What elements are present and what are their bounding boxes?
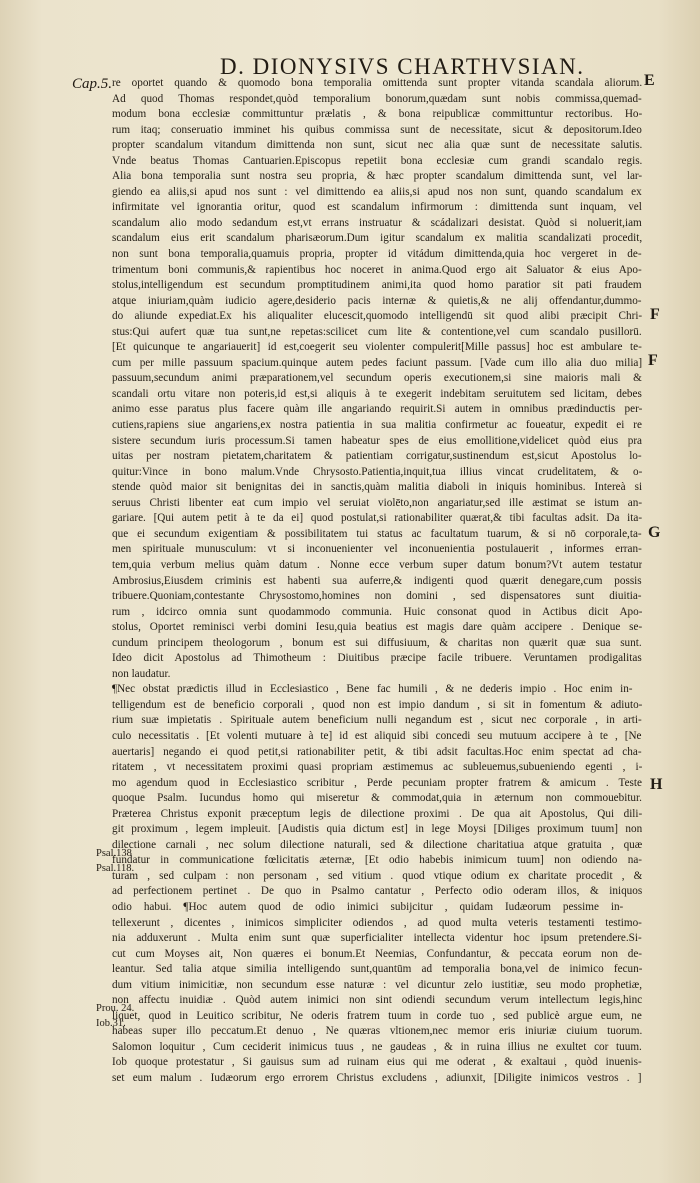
text-line: set eum malum . Iudæorum ergo errorem Christus excludens , adiunxit, [Diligite inimicos vestros . ]: [112, 1072, 642, 1084]
text-line: sistere secundum iuris processum.Si tamen habeatur spes de eius emollitione,videlicet quòd eius pra: [112, 434, 642, 447]
text-line: turam , sed culpam : non personam , sed vitium . quod vtique odium ex charitate procedit , &: [112, 869, 642, 882]
text-line: trimentum boni communis,& rapientibus hoc noceret in anima.Quod ergo ait Saluator & eius Apo-: [112, 263, 642, 276]
text-line: Alia bona temporalia sunt nostra seu propria, & hæc propter scandalum dimittenda sunt, vel lar-: [112, 170, 642, 183]
text-line: mo agendum quod in Ecclesiastico scribitur , Perde pecuniam propter fratrem & amicum . Teste: [112, 776, 642, 789]
text-line: dum vitium inimicitiæ, non secundum esse naturæ : vel dicuntur zelo iustitiæ, seu modo prophetiæ,: [112, 978, 642, 991]
text-line: quoque Psalm. Iucundus homo qui miseretur & commodat,quia in æternum non commouebitur.: [112, 792, 642, 805]
text-line: cutiens,rapiens siue angariens,ex nostra patientia in sua malitia confirmetur ac foueatur, expedit ei re: [112, 419, 642, 432]
margin-letter-h: H: [650, 776, 663, 793]
text-line: stolus,intelligendum est secundum promptitudinem animi,ita quod homo paratior sit pati fraudem: [112, 279, 642, 292]
text-line: dilectione carnali , nec solum dilectione naturali, sed & dilectione charitatiua atque gratuita , quæ: [112, 838, 642, 851]
text-line: non laudatur.: [112, 667, 171, 680]
text-line: scandalum alio modo sedandum est,vt errans instruatur & scádalizari desistat. Quòd si noluerit,iam: [112, 216, 642, 229]
text-line: habeas super illo peccatum.Et denuo , Ne quæras vltionem,nec memor eris iniuriæ ciuium tuorum.: [112, 1025, 642, 1038]
text-line: cum per mille passuum spacium.quinque autem pedes faciunt passum. [Vade cum illo alia duo milia]: [112, 356, 642, 369]
text-line: atque iniuriam,quàm iudicio agere,desiderio pacis internæ & quietis,& ne alij offendantur,dummo-: [112, 294, 642, 307]
text-line: gariare. [Qui autem petit à te da ei] quod postulat,si rationabiliter quærat,& tibi facultas adsit. Da ita-: [112, 512, 642, 525]
text-line: non sunt bona temporalia,quamuis propria, propter id vitádum dimittenda,quia hoc vergeret in de-: [112, 248, 642, 261]
text-line: non affectu inuidiæ . Quòd autem inimici non sint odiendi secundum verum intellectum legis,hinc: [112, 994, 642, 1007]
text-line: cut cum Moyses ait, Non quæres ei bonum.Et Neemias, Confundantur, & peccata eorum non de-: [112, 947, 642, 960]
text-line: infirmitate vel ignorantia oritur, quod est scandalum infirmorum : dimittenda sunt inquam, vel: [112, 201, 642, 214]
text-line: Salomon loquitur , Cum ceciderit inimicus tuus , ne gaudeas , & in ruina illius ne exultet cor tuum.: [112, 1040, 642, 1053]
text-line: tellexerunt , dicentes , inimicos simpliciter odiendos , ad quod multa veteris testamenti testimo-: [112, 916, 642, 929]
text-line: tribuere.Quoniam,contestante Chrysostomo,homines non domini , sed dispensatores sunt diuitia-: [112, 590, 642, 603]
text-line: giendo ea aliis,si apud nos sunt : vel dimittendo ea aliis,si apud nos non sunt, quando scandalum ex: [112, 185, 642, 198]
text-line: Iob quoque protestatur , Si gauisus sum ad ruinam eius qui me oderat , & exaltaui , quòd inuenis-: [112, 1056, 642, 1069]
text-line: [Et quicunque te angariauerit] id est,coegerit seu violenter compulerit[Mille passus] hoc est ambulare te-: [112, 341, 642, 354]
text-line: rum , idcirco omnia sunt quodammodo communia. Huic consonat quod in Actibus dicit Apo-: [112, 605, 642, 618]
running-head: D. DIONYSIVS CHARTHVSIAN.: [220, 54, 585, 79]
text-line: scandalum eius erit scandalum pharisæorum.Dum igitur scandalum ex malitia scandalizati procedit,: [112, 232, 642, 245]
text-line: nia adduxerunt . Multa enim sunt quæ superficialiter intellecta videntur hoc ipsum pretendere.Si-: [112, 932, 642, 945]
text-line: Vnde beatus Thomas Cantuarien.Episcopus repetiit bona ecclesiæ cum grandi scandalo regis.: [112, 154, 642, 167]
text-line: Præterea Christus exponit præceptum legis de dilectione proximi . De qua ait Apostolus, Qui dili-: [112, 807, 642, 820]
text-line: rum itaq; conseruatio imminet his quibus commissa sunt de necessitate, sicut & depositorum.Ideo: [112, 123, 642, 136]
text-line: liquet, quod in Leuitico scribitur, Ne oderis fratrem tuum in corde tuo , sed publicè argue eum, ne: [112, 1009, 642, 1022]
text-line: men spirituale munusculum: vt si inconuenienter vel inconuenientia postulauerit , informes erran-: [112, 543, 642, 556]
text-line: seruus Christi libenter eat cum impio vel seruiat violēto,non angariatur,sed ille æstimat se istum an-: [112, 496, 642, 509]
text-line: ¶Nec obstat prædictis illud in Ecclesiastico , Bene fac humili , & ne dederis impio . Hoc enim in-: [112, 683, 633, 696]
text-line: animo esse paratus plus facere quàm ille angariando requirit.Si autem in omnibus prædinductis per-: [112, 403, 642, 416]
text-line: auertaris] negando ei quod petit,si rationabiliter petit, & tibi adsit facultas.Hoc enim spectat ad cha-: [112, 745, 642, 758]
text-line: re oportet quando & quomodo bona temporalia omittenda sunt propter vitanda scandala aliorum.: [112, 77, 642, 89]
margin-letter-f-second: F: [648, 352, 658, 369]
margin-letter-g: G: [648, 524, 661, 541]
text-line: propter scandalum vitandum dimittenda non sunt, sicut nec alia quæ sunt de necessitate salutis.: [112, 139, 642, 152]
text-line: culo necessitatis . [Et volenti mutuare à te] id est aliquid sibi concedi seu mutuum accipere à te , [Ne: [112, 729, 642, 742]
text-line: uitas per nostram pietatem,charitatem & patientiam corrigatur,sustinendum est,sicut Apostolus lo-: [112, 450, 642, 463]
margin-letter-f: F: [650, 306, 660, 323]
body-text: [112, 76, 642, 1087]
margin-ref-psalm-118: Psal.118.: [96, 863, 135, 874]
text-line: fundatur in communicatione fœlicitatis æternæ, [Et odio habebis inimicum tuum] non odiendo na-: [112, 854, 642, 867]
text-line: leantur. Sed talia atque similia intelligendo sunt,quantūm ad temporalia bona,vel de inimico fecun-: [112, 963, 642, 976]
text-line: cundum principem theologorum , bonum est sui diffusiuum, & charitas non quærit quæ sua sunt.: [112, 636, 642, 649]
text-line: rium suæ impietatis . Spirituale autem beneficium nulli negandum est , sicut nec corporale , in arti-: [112, 714, 642, 727]
text-line: stende quòd maior sit benignitas dei in sanctis,quàm malitia diaboli in iniquis hominibus. Intereà si: [112, 481, 642, 494]
text-line: modum bona ecclesiæ committuntur prælatis , & bona reipublicæ committuntur rectoribus. Ho-: [112, 108, 642, 121]
text-line: scandali ortu vitare non poteris,id est,si aliquis à te exegerit indebitam seruitutem sed licitam, debes: [112, 387, 642, 400]
text-line: passuum,secundum animi præparationem,vel secundum operis executionem,si sine maioris mali &: [112, 372, 642, 385]
page-bottom-margin: [0, 1075, 700, 1183]
margin-ref-psalm-138: Psal.138: [96, 848, 132, 859]
text-line: do aliunde expediat.Ex his aliqualiter elucescit,quomodo intelligendū sit quod alibi præcipit Chri-: [112, 310, 642, 323]
text-line: tem,quia verbum melius quàm datum . Nonne ecce verbum super datum bonum?Vt autem testatur: [112, 558, 642, 571]
margin-letter-e: E: [644, 72, 655, 89]
text-line: ad perfectionem pertinet . De quo in Psalmo cantatur , Perfecto odio oderam illos, & iniquos: [112, 885, 642, 898]
text-line: ritatem , vt necessitatem proximi quasi propriam æstimemus ac subleuemus,subueniendo egenti , i-: [112, 761, 642, 774]
text-line: odio habui. ¶Hoc autem quod de odio inimici subijcitur , quidam Iudæorum pessime in-: [112, 900, 624, 913]
text-line: Ideo dicit Apostolus ad Thimotheum : Diuitibus præcipe facile tribuere. Veruntamen prodigalitas: [112, 652, 642, 665]
text-line: stolus, Oportet reminisci verbi domini Iesu,quia beatius est magis dare quàm accipere . Denique se-: [112, 621, 642, 634]
margin-ref-job-31: Iob.31.: [96, 1018, 126, 1029]
text-line: quitur:Vince in bono malum.Vnde Chrysosto.Patientia,inquit,tua illius vincat crudelitatem, & o-: [112, 465, 642, 478]
margin-ref-proverbs-24: Prou. 24.: [96, 1003, 135, 1014]
text-line: stus:Qui aufert quæ tua sunt,ne repetas:scilicet cum lite & contentione,vel cum scandalo pusillorū.: [112, 325, 642, 338]
text-line: que ei secundum exigentiam & possibilitatem tui status ac facultatum tuarum, & si nō corporale,ta-: [112, 527, 642, 540]
chapter-label: Cap.5.: [72, 76, 113, 92]
text-line: Ad quod Thomas respondet,quòd temporalium bonorum,quædam sunt nobis commissa,quemad-: [112, 92, 642, 105]
text-line: Ambrosius,Eiusdem criminis est habenti sua auferre,& indigenti quod quærit denegare,cum possis: [112, 574, 642, 587]
text-line: git proximum , legem impleuit. [Audistis quia dictum est] in lege Moysi [Diliges proximum tuum] non: [112, 823, 642, 836]
text-line: telligendum est de beneficio corporali , quod non est impio dandum , si sit in fomentum & adiuto-: [112, 698, 642, 711]
